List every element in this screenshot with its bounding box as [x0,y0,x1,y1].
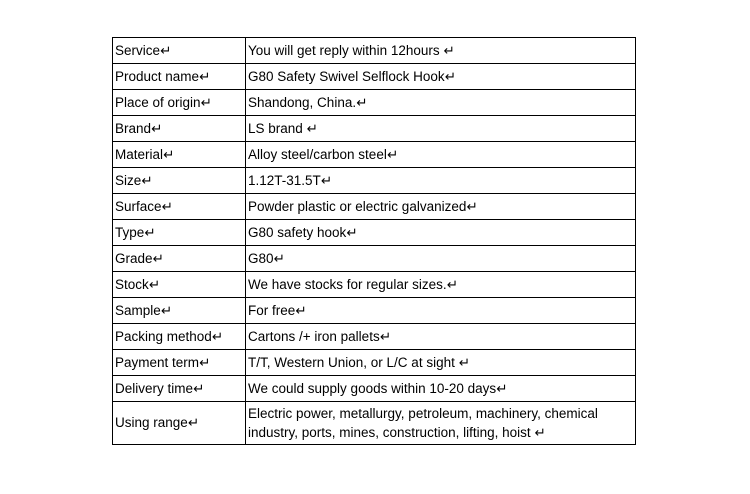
row-label: Size↵ [113,168,246,194]
table-row [113,402,636,445]
row-value: 1.12T-31.5T↵ [246,168,636,194]
row-value: You will get reply within 12hours ↵ [246,38,636,64]
table-row [113,272,636,298]
row-value: We could supply goods within 10-20 days↵ [246,376,636,402]
table-row [113,298,636,324]
table-row [113,38,636,64]
table-row [113,194,636,220]
row-label: Place of origin↵ [113,90,246,116]
table-row [113,220,636,246]
row-label: Grade↵ [113,246,246,272]
row-value: We have stocks for regular sizes.↵ [246,272,636,298]
row-label: Brand↵ [113,116,246,142]
table-row [113,90,636,116]
row-label: Packing method↵ [113,324,246,350]
table-row [113,324,636,350]
row-label: Payment term↵ [113,350,246,376]
row-value: LS brand ↵ [246,116,636,142]
row-value: Cartons /+ iron pallets↵ [246,324,636,350]
row-label: Using range↵ [113,402,246,445]
table-row [113,246,636,272]
row-value: Alloy steel/carbon steel↵ [246,142,636,168]
row-label: Material↵ [113,142,246,168]
table-row [113,116,636,142]
row-value: G80↵ [246,246,636,272]
table-row [113,376,636,402]
row-label: Stock↵ [113,272,246,298]
row-label: Sample↵ [113,298,246,324]
row-label: Service↵ [113,38,246,64]
row-label: Product name↵ [113,64,246,90]
row-value: G80 Safety Swivel Selflock Hook↵ [246,64,636,90]
row-value: Shandong, China.↵ [246,90,636,116]
row-value: For free↵ [246,298,636,324]
table-row [113,350,636,376]
table-row [113,142,636,168]
row-label: Delivery time↵ [113,376,246,402]
row-value: Powder plastic or electric galvanized↵ [246,194,636,220]
row-label: Type↵ [113,220,246,246]
table-row [113,168,636,194]
table-row [113,64,636,90]
row-value: Electric power, metallurgy, petroleum, machinery, chemical industry, ports, mines, construction, lifting, hoist ↵ [246,402,636,445]
row-value: T/T, Western Union, or L/C at sight ↵ [246,350,636,376]
row-value: G80 safety hook↵ [246,220,636,246]
row-label: Surface↵ [113,194,246,220]
product-spec-table [112,37,636,445]
